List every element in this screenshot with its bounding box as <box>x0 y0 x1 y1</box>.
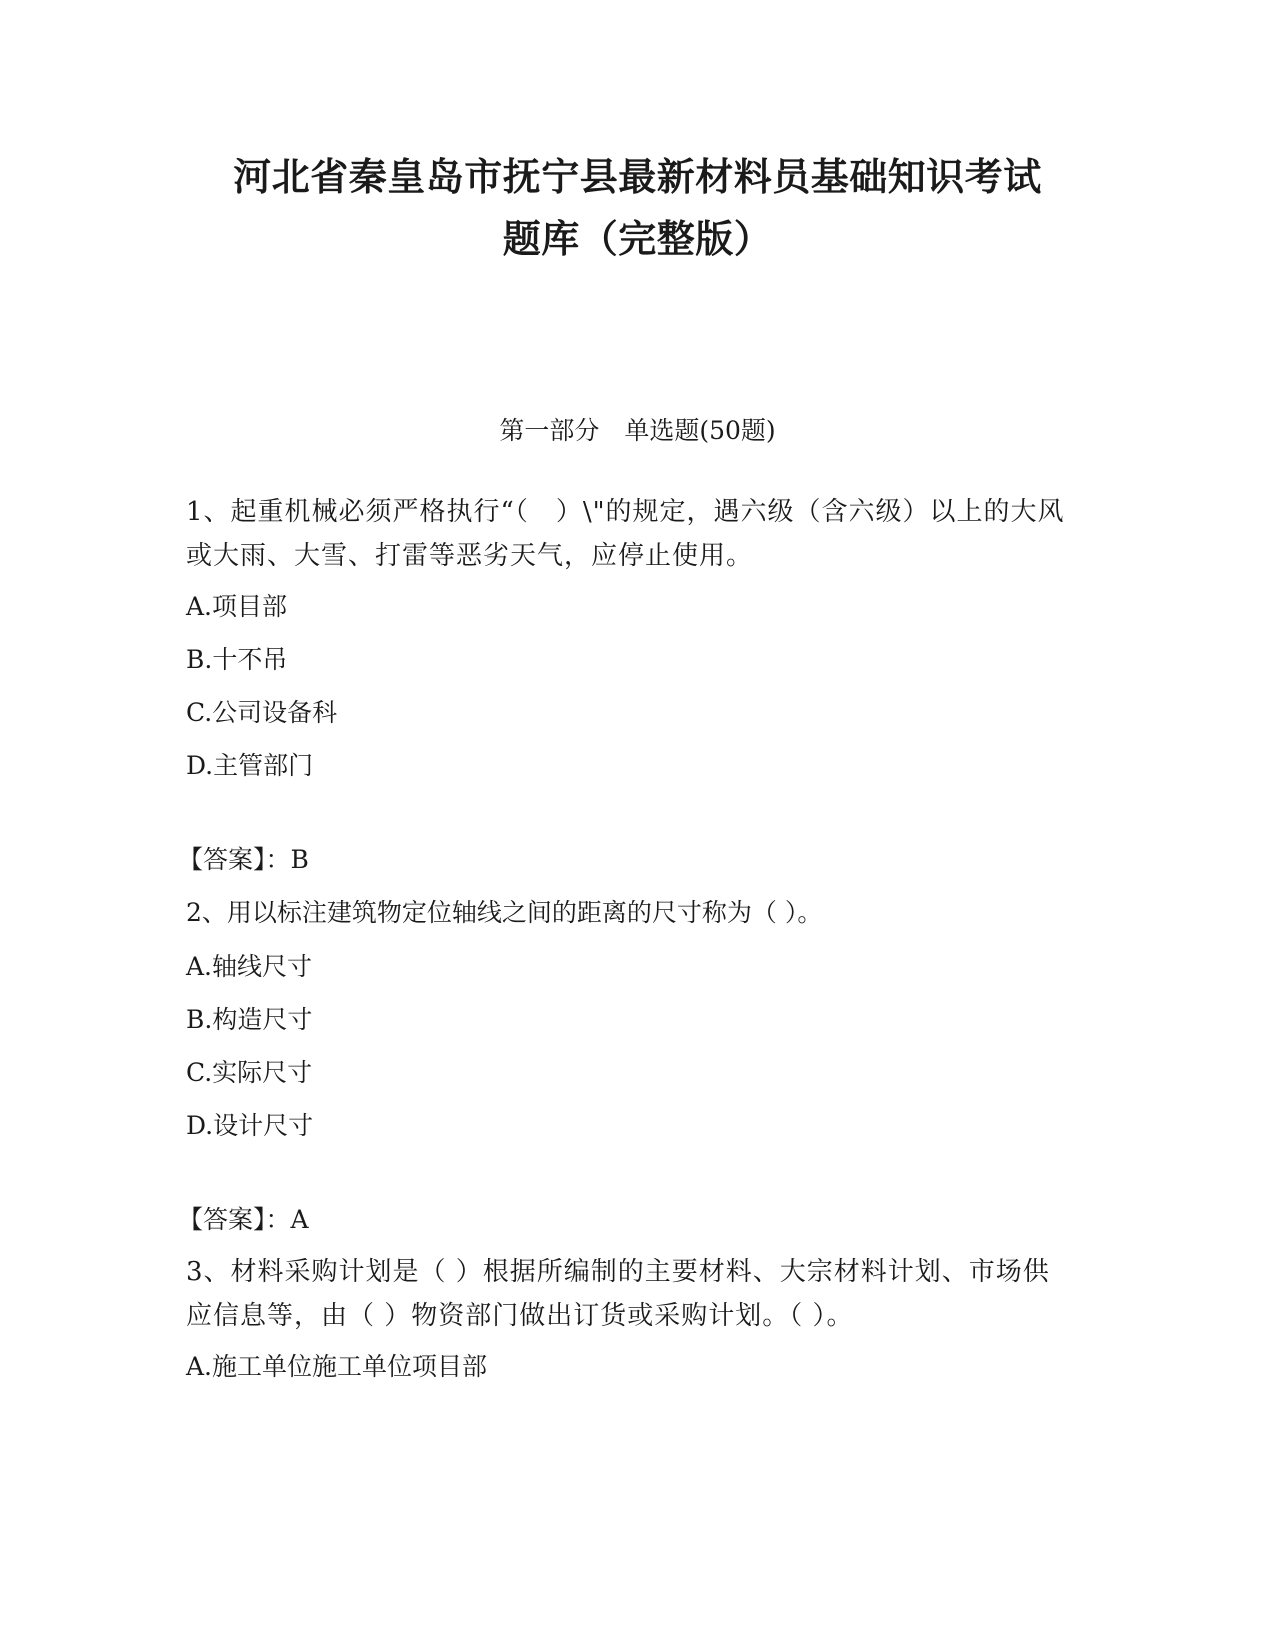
question-1-answer: 【答案】：B <box>178 845 309 874</box>
question-3-text: 3、材料采购计划是（ ）根据所编制的主要材料、大宗材料计划、市场供应信息等，由（ ）物资部门做出订货或采购计划。（ ）。 <box>186 1257 1050 1331</box>
question-2-text: 2、用以标注建筑物定位轴线之间的距离的尺寸称为（ ）。 <box>186 898 823 927</box>
question-2-option-d: D.设计尺寸 <box>186 1111 314 1140</box>
document-title <box>120 146 1155 270</box>
question-2-answer: 【答案】：A <box>178 1205 309 1234</box>
section-heading: 第一部分 单选题(50题) <box>499 416 776 445</box>
question-1-text: 1、起重机械必须严格执行“（ ）\"的规定，遇六级（含六级）以上的大风或大雨、大雪、打雷等恶劣天气，应停止使用。 <box>186 497 1065 571</box>
question-1-option-a: A.项目部 <box>186 592 288 621</box>
question-2-option-a: A.轴线尺寸 <box>186 952 313 981</box>
question-1-option-d: D.主管部门 <box>186 751 314 780</box>
question-2-option-b: B.构造尺寸 <box>186 1005 313 1034</box>
title-line-2: 题库（完整版） <box>502 217 773 261</box>
question-1-option-c: C.公司设备科 <box>186 698 338 727</box>
title-line-1: 河北省秦皇岛市抚宁县最新材料员基础知识考试 <box>233 155 1042 199</box>
question-1-option-b: B.十不吊 <box>186 645 288 674</box>
question-2-option-c: C.实际尺寸 <box>186 1058 313 1087</box>
question-3-option-a: A.施工单位施工单位项目部 <box>186 1352 488 1381</box>
